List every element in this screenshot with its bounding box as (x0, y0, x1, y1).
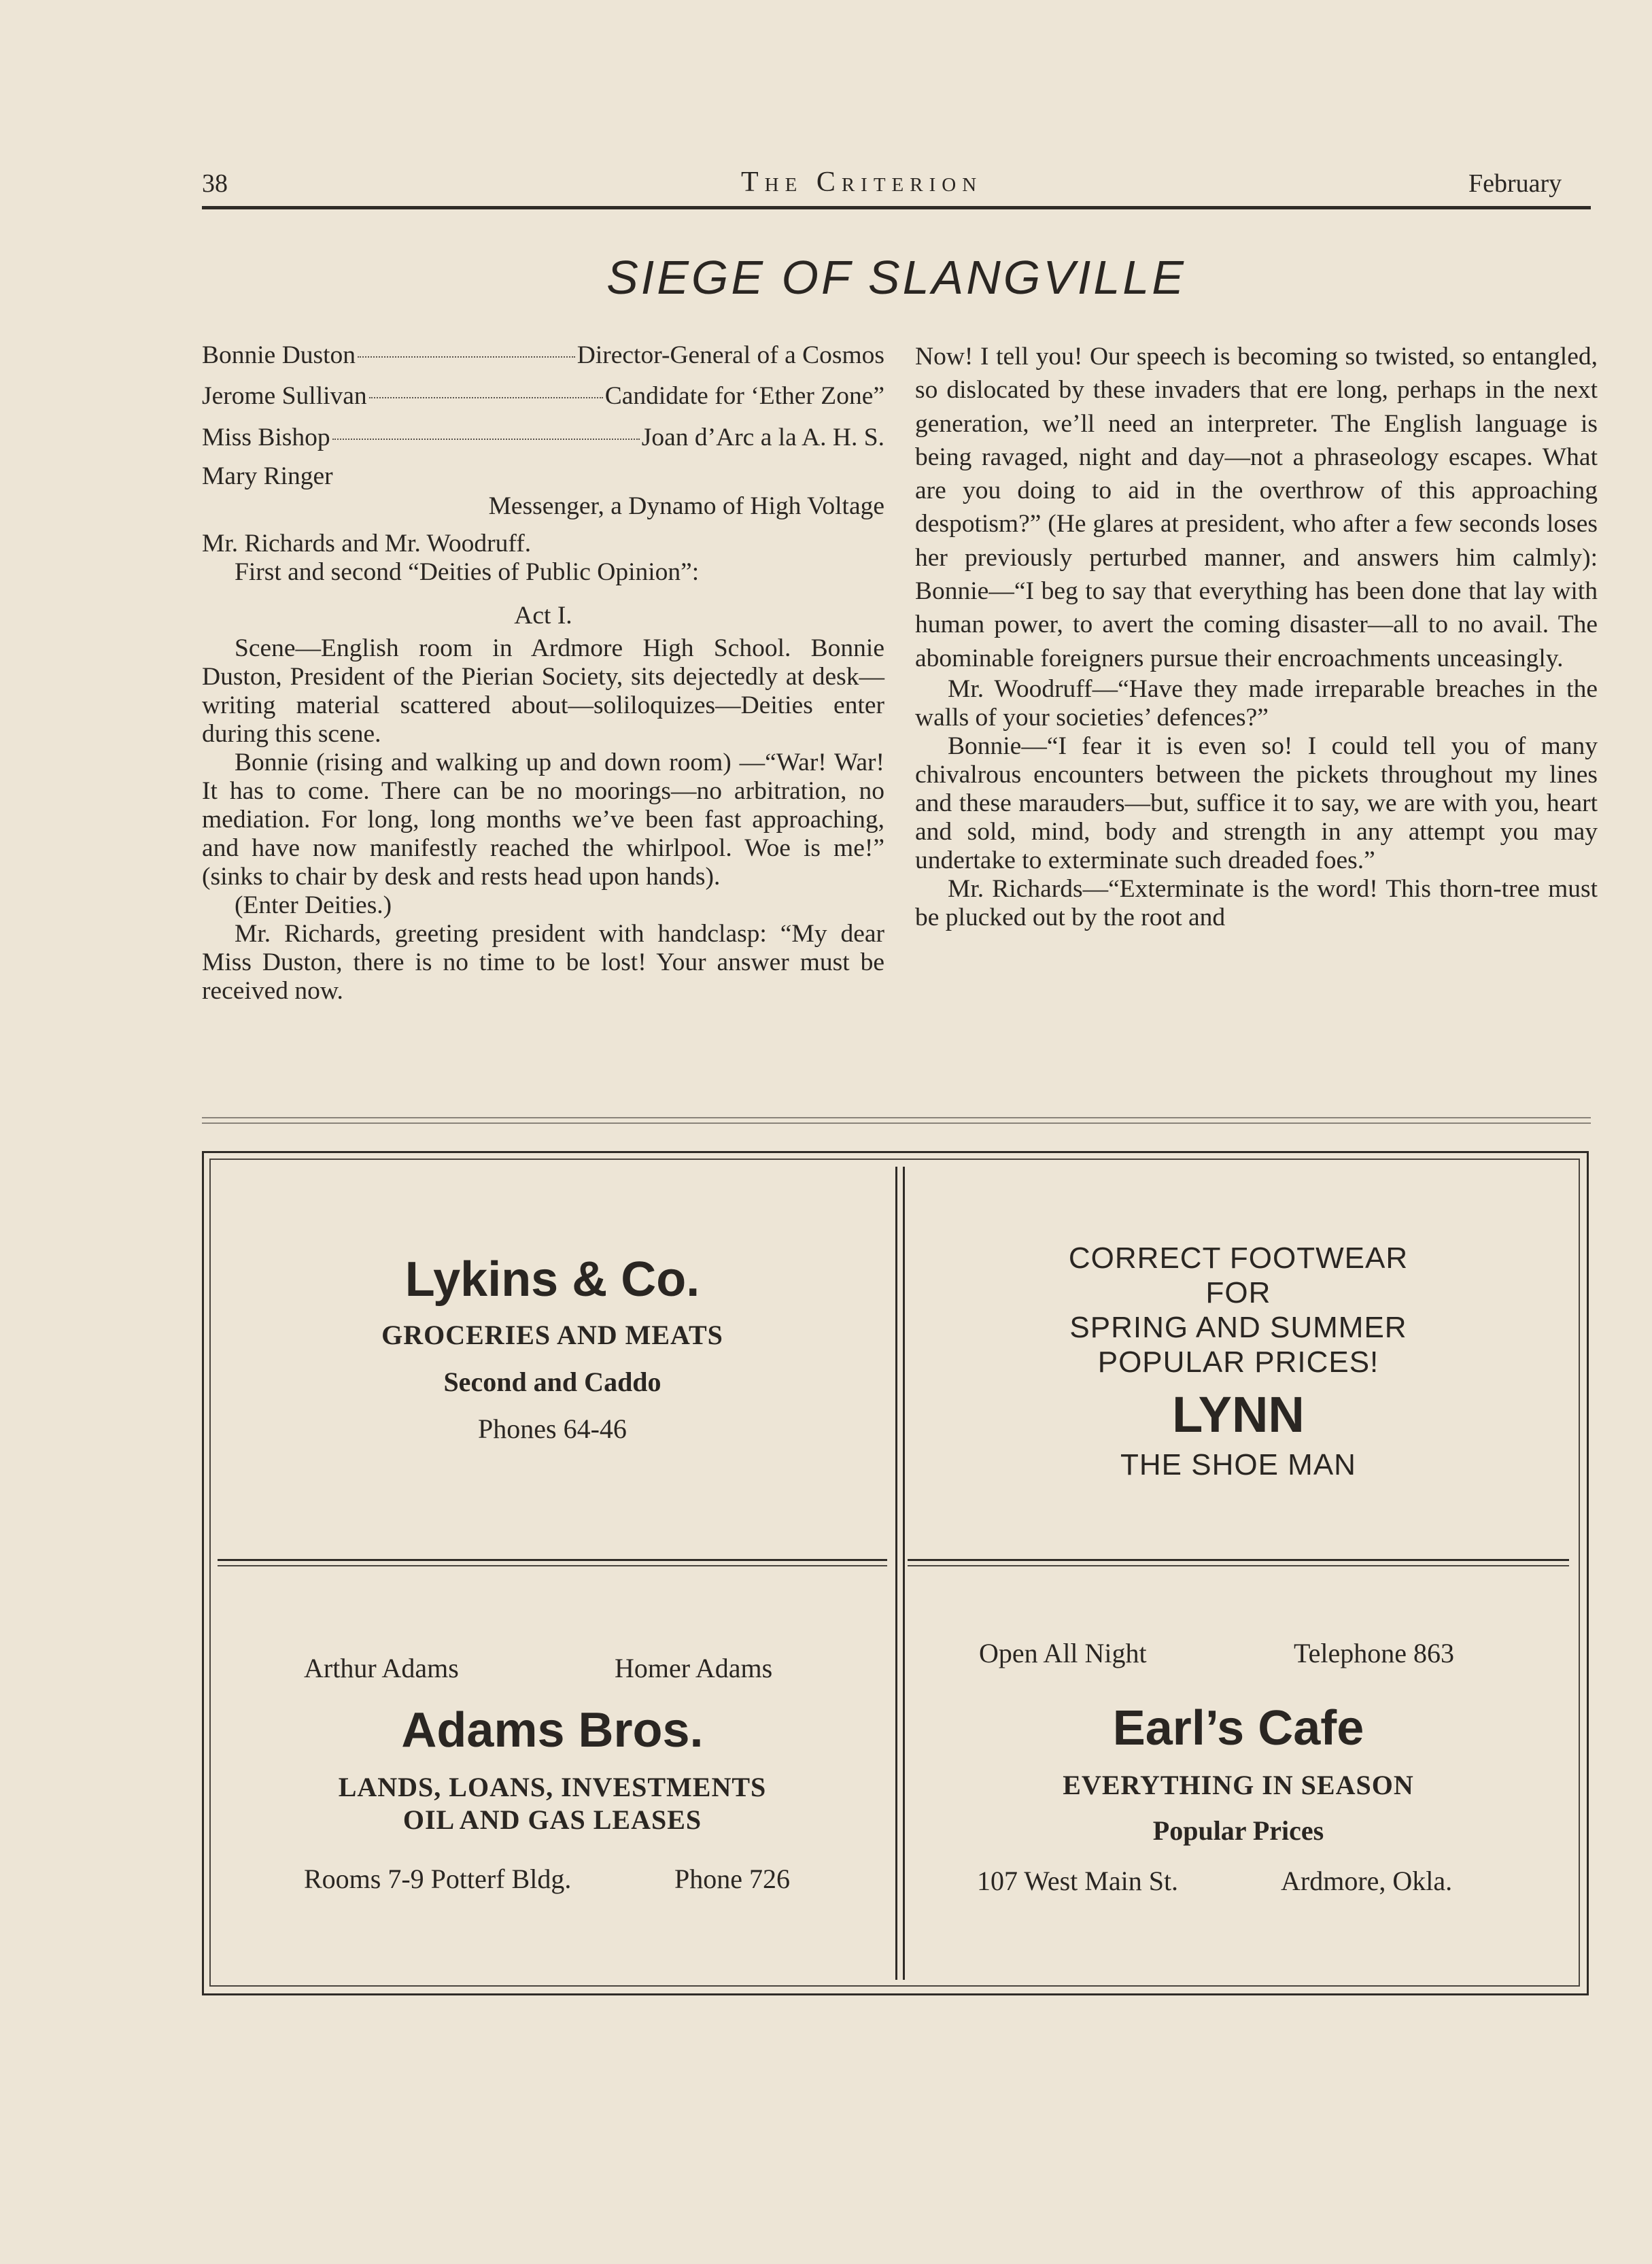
ad-line: LANDS, LOANS, INVESTMENTS (338, 1772, 767, 1802)
ad-hours: Open All Night (979, 1638, 1147, 1668)
ad-address: Rooms 7-9 Potterf Bldg. (304, 1864, 572, 1894)
ad-address: 107 West Main St. (977, 1866, 1179, 1896)
cast-role: Director-General of a Cosmos (577, 341, 884, 369)
ad-line: EVERYTHING IN SEASON (1063, 1770, 1414, 1800)
ad-adams (218, 1696, 887, 1836)
cast-role: Joan d’Arc a la A. H. S. (641, 423, 884, 451)
article-title: SIEGE OF SLANGVILLE (606, 251, 1186, 304)
ad-line: Second and Caddo (443, 1367, 661, 1397)
ad-phone: Telephone 863 (1294, 1638, 1455, 1668)
ad-line: POPULAR PRICES! (1097, 1345, 1379, 1379)
ad-line: SPRING AND SUMMER (1069, 1311, 1407, 1344)
section-divider (202, 1117, 1591, 1118)
ads-vertical-divider (903, 1167, 905, 1980)
cast-role: First and second “Deities of Public Opinion”: (235, 558, 700, 586)
ad-lynn (908, 1241, 1569, 1482)
paragraph: (Enter Deities.) (235, 891, 392, 919)
paragraph: Mr. Richards—“Exterminate is the word! This thorn-tree must be plucked out by the root and (915, 874, 1598, 931)
cast-entry (202, 379, 884, 413)
ad-lykins (218, 1246, 887, 1445)
cast-name: Mary Ringer (202, 462, 333, 490)
ad-line: GROCERIES AND MEATS (381, 1320, 723, 1350)
cast-entry (202, 339, 884, 372)
ads-horizontal-divider (908, 1565, 1569, 1566)
paragraph: Bonnie (rising and walking up and down room) —“War! War! It has to come. There can be no moorings—no arbitration, no mediation. For long, long months we’ve been fast approaching, and have now manifestly reached the whirlpool. Woe is me!” (sinks to chair by desk and rests head upon hands). (202, 748, 884, 891)
leader-dots (332, 439, 640, 440)
ad-tagline: THE SHOE MAN (1120, 1448, 1356, 1481)
cast-entry (202, 530, 884, 587)
ad-line: CORRECT FOOTWEAR (1068, 1241, 1409, 1275)
header-rule (202, 206, 1591, 209)
ads-vertical-divider (895, 1167, 897, 1980)
ads-horizontal-divider (908, 1559, 1569, 1561)
cast-entry (202, 462, 884, 521)
cast-name: Jerome Sullivan (202, 382, 367, 411)
ad-line: OIL AND GAS LEASES (402, 1804, 702, 1835)
cast-entry (202, 421, 884, 454)
ad-business-name: LYNN (1172, 1386, 1305, 1443)
paragraph: Now! I tell you! Our speech is becoming so twisted, so entangled, so dislocated by these invaders that ere long, perhaps in the next generation, we’ll need an interpreter. The English language is being ravaged, night and day—not a phraseology escapes. What are you doing to aid in the overthrow of this approaching despotism?” (He glares at president, who after a few seconds loses her previously perturbed manner, and answers him calmly): Bonnie—“I beg to say that everything has been done that lay with human power, to avert the coming disaster—all to no avail. The abominable foreigners pursue their encroachments unceasingly. (915, 343, 1598, 672)
ad-line: FOR (1205, 1276, 1271, 1309)
ad-business-name: Earl’s Cafe (1112, 1701, 1364, 1755)
ad-city: Ardmore, Okla. (1281, 1866, 1453, 1896)
ad-business-name: Adams Bros. (401, 1703, 704, 1757)
magazine-title: The Criterion (741, 167, 983, 198)
paragraph: Scene—English room in Ardmore High School. Bonnie Duston, President of the Pierian Society, sits dejectedly at desk—writing material scattered about—soliloquizes—Deities enter during this scene. (202, 634, 884, 748)
ad-business-name: Lykins & Co. (405, 1252, 700, 1307)
cast-name: Miss Bishop (202, 423, 330, 451)
leader-dots (369, 397, 603, 398)
paragraph: Mr. Richards, greeting president with handclasp: “My dear Miss Duston, there is no time to be lost! Your answer must be received now. (202, 919, 884, 1005)
ad-person: Homer Adams (615, 1653, 773, 1683)
act-heading: Act I. (514, 601, 572, 630)
ad-phone: Phone 726 (674, 1864, 790, 1894)
right-column (915, 340, 1598, 932)
cast-name: Mr. Richards and Mr. Woodruff. (202, 529, 532, 558)
ads-horizontal-divider (218, 1559, 887, 1561)
cast-role: Messenger, a Dynamo of High Voltage (488, 492, 884, 520)
ad-person: Arthur Adams (304, 1653, 459, 1683)
cast-name: Bonnie Duston (202, 341, 356, 369)
paragraph: Mr. Woodruff—“Have they made irreparable breaches in the walls of your societies’ defences?” (915, 674, 1598, 732)
issue-month: February (1468, 169, 1562, 198)
cast-role: Candidate for ‘Ether Zone” (604, 382, 884, 411)
ad-earls (908, 1694, 1569, 1847)
page-number: 38 (202, 169, 228, 198)
ad-line: Phones 64-46 (478, 1413, 627, 1444)
paragraph: Bonnie—“I fear it is even so! I could tell you of many chivalrous encounters between the pickets throughout my lines and these marauders—but, suffice it to say, we are with you, heart and sold, mind, body and strength in any attempt you may undertake to exterminate such dreaded foes.” (915, 732, 1598, 874)
left-column (202, 339, 884, 1006)
leader-dots (358, 356, 575, 358)
ads-horizontal-divider (218, 1565, 887, 1566)
section-divider (202, 1122, 1591, 1124)
ad-line: Popular Prices (1152, 1815, 1324, 1846)
